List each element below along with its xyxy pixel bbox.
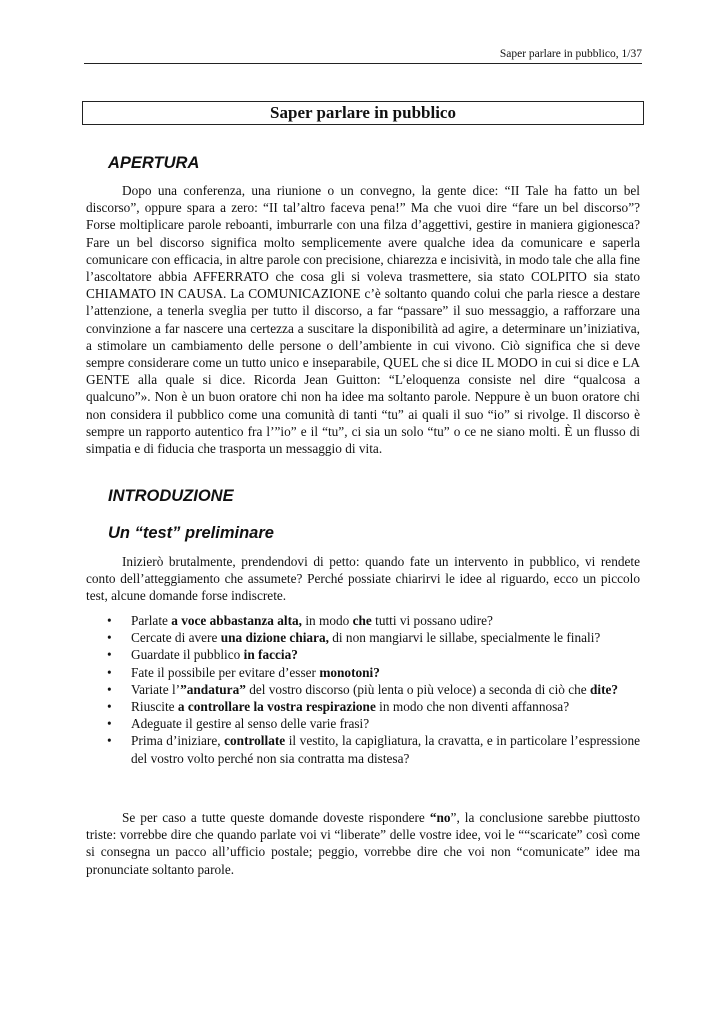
paragraph-closing — [86, 809, 640, 878]
paragraph-apertura — [86, 182, 640, 457]
question-text-after: in modo che non diventi affannosa? — [375, 699, 570, 715]
paragraph-intro-text: Inizierò brutalmente, prendendovi di petto: quando fate un intervento in pubblico, vi rendete conto dell’atteggiamento che assumete? Perché possiate chiarirvi le idee al riguardo, ecco un piccolo test, alcune domande forse indiscrete. — [86, 554, 640, 604]
question-text-bold: controllate — [224, 733, 286, 749]
closing-text-before: Se per caso a tutte queste domande doveste rispondere — [122, 810, 430, 825]
question-text-after: il vestito, la capigliatura, la cravatta, e in particolare l’espressione del vostro volto perché non sia contratta ma distesa? — [131, 733, 640, 766]
question-text-bold2: dite? — [590, 681, 619, 697]
question-list — [86, 612, 640, 767]
bullet-dot-icon: • — [107, 630, 112, 646]
bullet-dot-icon: • — [107, 664, 112, 680]
running-header: Saper parlare in pubblico, 1/37 — [499, 48, 642, 60]
question-text-bold: ”andatura” — [180, 681, 246, 697]
question-text-before: Fate il possibile per evitare d’esser — [131, 664, 320, 680]
question-item — [86, 612, 640, 629]
question-item — [86, 732, 640, 766]
question-item — [86, 715, 640, 732]
question-text-bold: a controllare la vostra respirazione — [177, 699, 376, 715]
question-text-before: Cercate di avere — [131, 630, 221, 646]
question-item — [86, 681, 640, 698]
question-text-bold: monotoni? — [319, 664, 380, 680]
subheading-test: Un “test” preliminare — [108, 524, 274, 542]
question-text-before: Variate l’ — [131, 681, 181, 697]
heading-introduzione: INTRODUZIONE — [108, 487, 234, 505]
header-rule — [84, 63, 642, 64]
paragraph-apertura-text: Dopo una conferenza, una riunione o un convegno, la gente dice: “II Tale ha fatto un bel discorso”, oppure spara a zero: “II tal’altro faceva pena!” Ma che vuoi dire “fare un bel discorso”? Forse moltiplicare parole reboanti, imburrarle con una filza d’aggettivi, gestire in maniera gigionesca? Fare un bel discorso significa molto semplicemente avere qualche idea da comunicare e saperla comunicare con efficacia, in altre parole con precisione, chiarezza e incisività, in modo tale che alla fine l’ascoltatore abbia AFFERRATO che cosa gli si voleva trasmettere, sia stato COLPITO sia stato CHIAMATO IN CAUSA. La COMUNICAZIONE c’è soltanto quando colui che parla riesce a destare l’attenzione, a tenerla sveglia per tutto il discorso, a far “passare” il suo messaggio, a rafforzare una convinzione a far nascere una certezza a suscitare la disponibilità ad agire, a determinare un’iniziativa, a stimolare un cambiamento delle persone o dell’ambiente in cui vivono. Ciò significa che si deve sempre considerare come un tutto unico e inseparabile, QUEL che si dice IL MODO in cui si dice e LA GENTE alla quale si dice. Ricorda Jean Guitton: “L’eloquenza consiste nel dire “qualcosa a qualcuno”». Non è un buon oratore chi non ha idee ma soltanto parole. Neppure è un buon oratore chi non considera il pubblico come una comunità di tanti “tu” ai quali il suo “io” si rivolge. Il discorso è sempre un rapporto autentico fra l’”io” e il “tu”, ci sia un solo “tu” o ce ne siano molti. È un flusso di simpatia e di fiducia che trasporta un messaggio di vita. — [86, 183, 640, 457]
question-text-after: in modo — [302, 613, 353, 628]
question-text-after2: tutti vi possano udire? — [371, 613, 493, 628]
question-text-before: Adeguate il gestire al senso delle varie frasi? — [131, 716, 370, 732]
paragraph-closing-text — [86, 809, 640, 878]
bullet-dot-icon: • — [107, 699, 112, 715]
document-title: Saper parlare in pubblico — [82, 101, 644, 125]
question-text-after: del vostro discorso (più lenta o più veloce) a seconda di ciò che — [245, 681, 591, 697]
question-item — [86, 698, 640, 715]
closing-text-after: ”, la conclusione sarebbe piuttosto triste: vorrebbe dire che quando parlate voi vi “liberate” delle vostre idee, voi le ““scaricate” così come si consegna un pacco all’ufficio postale; peggio, vorrebbe dire che voi non “comunicate” idee ma pronunciate soltanto parole. — [86, 810, 641, 877]
bullet-dot-icon: • — [107, 681, 112, 697]
bullet-dot-icon: • — [107, 613, 112, 628]
heading-apertura: APERTURA — [108, 154, 200, 172]
bullet-dot-icon: • — [107, 647, 112, 663]
question-text-bold: in faccia? — [243, 647, 298, 663]
question-text-bold: una dizione chiara, — [220, 630, 329, 646]
question-text-bold2: che — [352, 613, 372, 628]
paragraph-intro — [86, 553, 640, 605]
question-text-bold: a voce abbastanza alta, — [171, 613, 302, 628]
question-text-after: di non mangiarvi le sillabe, specialmente le finali? — [328, 630, 601, 646]
question-item — [86, 629, 640, 646]
question-text-before: Parlate — [131, 613, 172, 628]
question-text-before: Riuscite — [131, 699, 178, 715]
bullet-dot-icon: • — [107, 733, 112, 749]
question-text-before: Guardate il pubblico — [131, 647, 244, 663]
closing-text-bold: “no — [429, 810, 451, 825]
question-text-before: Prima d’iniziare, — [131, 733, 225, 749]
bullet-dot-icon: • — [107, 716, 112, 732]
question-item — [86, 646, 640, 663]
question-item — [86, 664, 640, 681]
